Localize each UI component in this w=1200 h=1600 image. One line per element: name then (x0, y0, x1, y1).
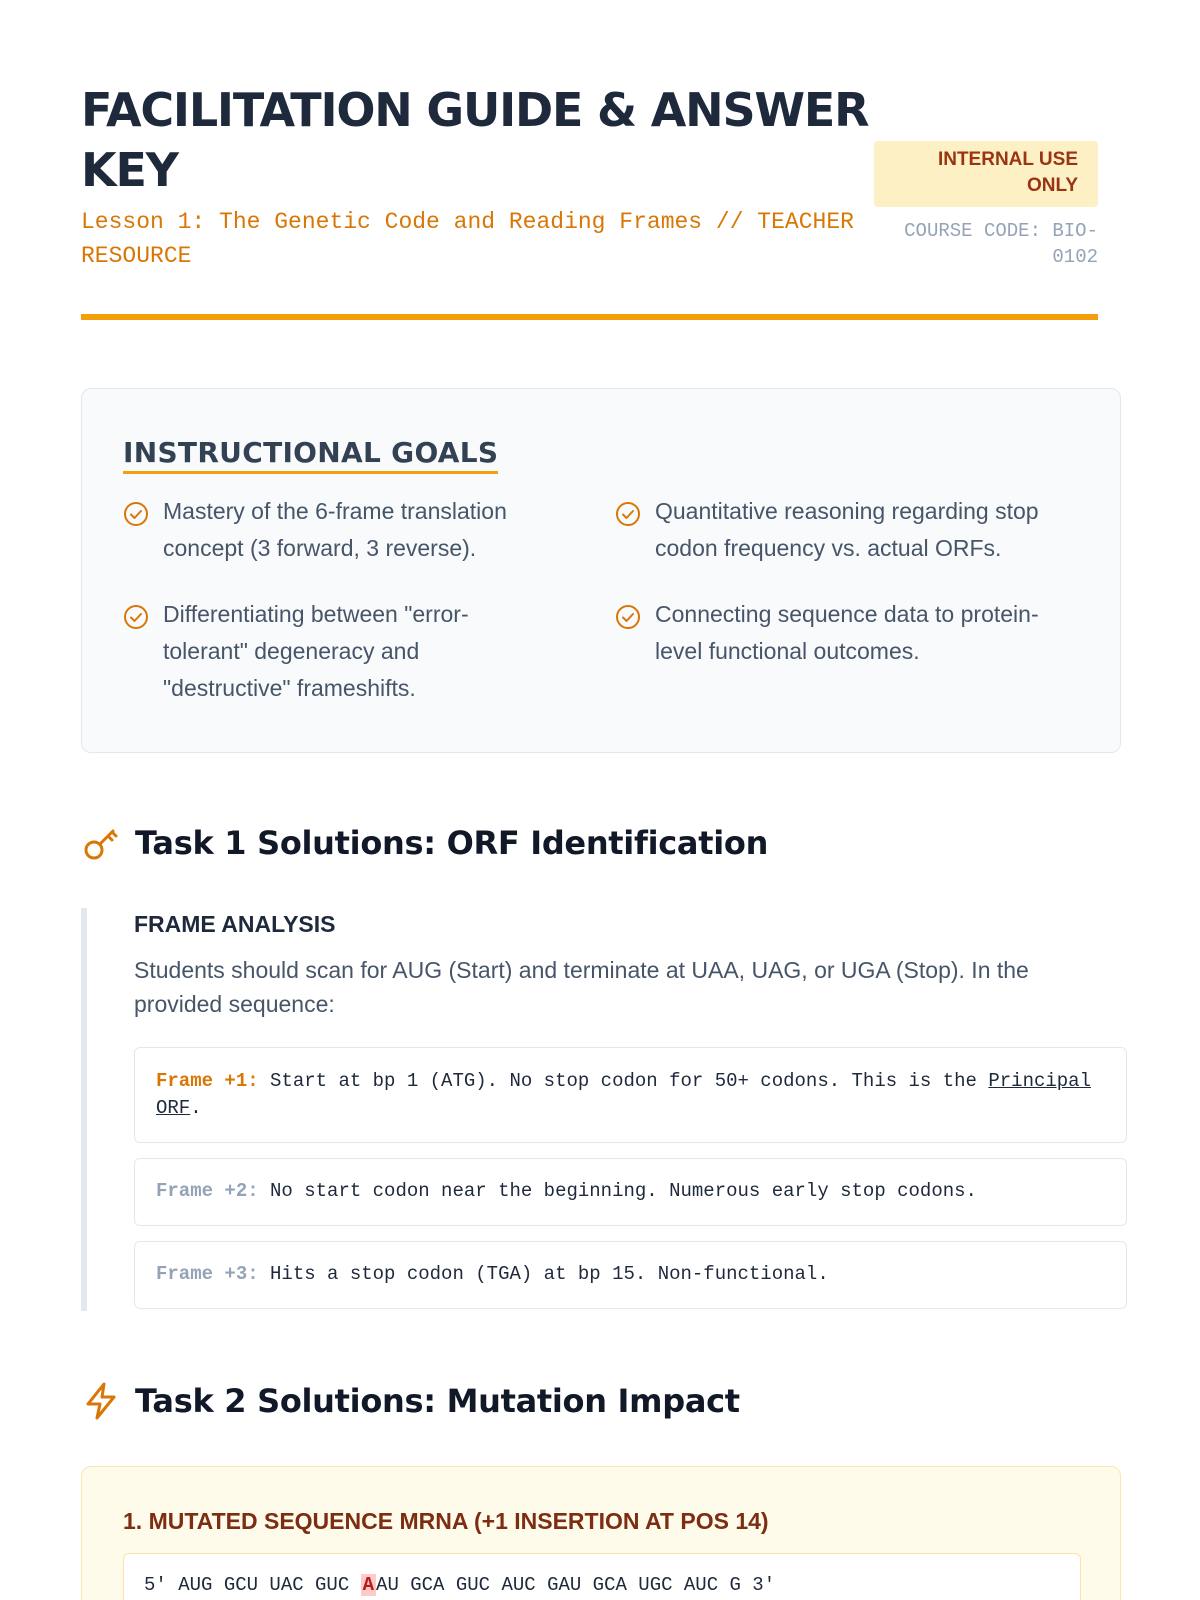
frame-text: Hits a stop codon (TGA) at bp 15. Non-functional. (270, 1263, 829, 1285)
mutation-panel (81, 1466, 1121, 1600)
page-subtitle: Lesson 1: The Genetic Code and Reading Frames // TEACHER RESOURCE (81, 209, 854, 269)
header (81, 0, 1098, 321)
course-code: COURSE CODE: BIO-0102 (904, 220, 1098, 268)
internal-use-badge: INTERNAL USE ONLY (874, 141, 1098, 207)
check-circle-icon (615, 493, 655, 521)
frame-analysis (81, 908, 1121, 1311)
inserted-base: A (362, 1574, 375, 1596)
frame-text-tail: . (190, 1097, 202, 1119)
analysis-title: FRAME ANALYSIS (134, 911, 336, 937)
frame-label: Frame +2: (156, 1180, 259, 1202)
check-circle-icon (123, 493, 163, 521)
goal-text: Differentiating between "error-tolerant" degeneracy and "destructive" frameshifts. (163, 601, 469, 701)
task2-heading (81, 1381, 740, 1421)
frame-card (134, 1241, 1127, 1309)
frame-label: Frame +3: (156, 1263, 259, 1285)
task1-heading (81, 823, 768, 863)
mutation-title: 1. MUTATED SEQUENCE MRNA (+1 INSERTION AT POS 14) (123, 1508, 769, 1534)
analysis-text: Students should scan for AUG (Start) and terminate at UAA, UAG, or UGA (Stop). In the provided sequence: (134, 957, 1029, 1017)
check-circle-icon (123, 596, 163, 624)
page-title: FACILITATION GUIDE & ANSWER KEY (81, 83, 869, 197)
goal-item (123, 493, 553, 567)
key-icon (81, 823, 121, 863)
task2-title: Task 2 Solutions: Mutation Impact (135, 1382, 740, 1420)
task1-title: Task 1 Solutions: ORF Identification (135, 824, 769, 862)
goal-text: Quantitative reasoning regarding stop codon frequency vs. actual ORFs. (655, 498, 1039, 561)
lightning-icon (81, 1381, 121, 1421)
goal-item (615, 493, 1045, 567)
goal-text: Mastery of the 6-frame translation concept (3 forward, 3 reverse). (163, 498, 507, 561)
instructional-goals-panel (81, 388, 1121, 753)
check-circle-icon (615, 596, 655, 624)
frame-label: Frame +1: (156, 1070, 259, 1092)
frame-text: Start at bp 1 (ATG). No stop codon for 50+ codons. This is the (270, 1070, 977, 1092)
sequence-before: 5' AUG GCU UAC GUC (144, 1574, 361, 1596)
mutated-sequence (123, 1553, 1081, 1600)
goal-text: Connecting sequence data to protein-level functional outcomes. (655, 601, 1039, 664)
header-divider (81, 314, 1098, 320)
goals-title: INSTRUCTIONAL GOALS (123, 435, 498, 474)
frame-text: No start codon near the beginning. Numerous early stop codons. (270, 1180, 977, 1202)
frame-card (134, 1047, 1127, 1143)
goal-item (123, 596, 553, 707)
goal-item (615, 596, 1045, 670)
frame-card (134, 1158, 1127, 1226)
sequence-after: AU GCA GUC AUC GAU GCA UGC AUC G 3' (376, 1574, 776, 1596)
principal-orf-text: Principal ORF (156, 1070, 1091, 1119)
